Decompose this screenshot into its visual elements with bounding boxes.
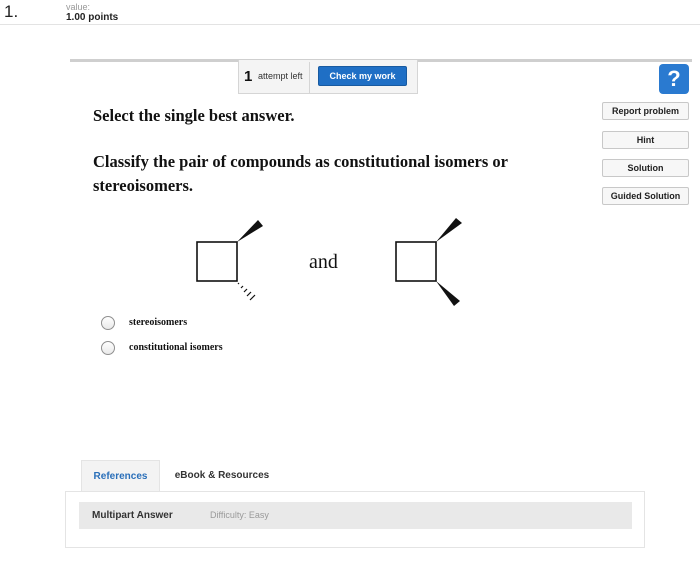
question-text: Classify the pair of compounds as constitutional isomers or stereoisomers. xyxy=(93,152,508,195)
question-mark-icon: ? xyxy=(667,66,681,91)
question-number: 1. xyxy=(4,2,19,21)
hashed-bond-left xyxy=(238,283,255,300)
check-my-work-button[interactable]: Check my work xyxy=(318,66,407,86)
cyclobutane-ring-left xyxy=(197,242,237,281)
wedge-bond-left xyxy=(237,220,263,242)
radio-constitutional-isomers[interactable] xyxy=(101,341,115,355)
molecule-right xyxy=(396,218,462,306)
guided-solution-button[interactable]: Guided Solution xyxy=(602,187,689,205)
report-problem-button[interactable]: Report problem xyxy=(602,102,689,120)
tab-ebook-resources[interactable]: eBook & Resources xyxy=(174,470,270,481)
attempt-separator xyxy=(309,62,310,94)
option-label: stereoisomers xyxy=(129,317,188,328)
molecule-left xyxy=(197,220,263,300)
and-connector: and xyxy=(309,251,338,273)
option-label: constitutional isomers xyxy=(129,342,223,353)
help-button[interactable] xyxy=(659,64,689,94)
radio-stereoisomers[interactable] xyxy=(101,316,115,330)
instruction-text: Select the single best answer. xyxy=(93,106,295,125)
points-value: 1.00 points xyxy=(66,12,119,23)
header-divider xyxy=(0,24,700,25)
attempts-label: attempt left xyxy=(258,71,303,81)
wedge-bond-right-top xyxy=(436,218,462,242)
attempts-count: 1 xyxy=(244,68,253,85)
difficulty-label: Difficulty: Easy xyxy=(210,510,269,520)
value-label: value: xyxy=(66,2,91,12)
tab-references[interactable]: References xyxy=(81,460,160,492)
cyclobutane-ring-right xyxy=(396,242,436,281)
multipart-answer-label: Multipart Answer xyxy=(92,510,173,521)
wedge-bond-right-bottom xyxy=(436,281,460,306)
solution-button[interactable]: Solution xyxy=(602,159,689,177)
hint-button[interactable]: Hint xyxy=(602,131,689,149)
